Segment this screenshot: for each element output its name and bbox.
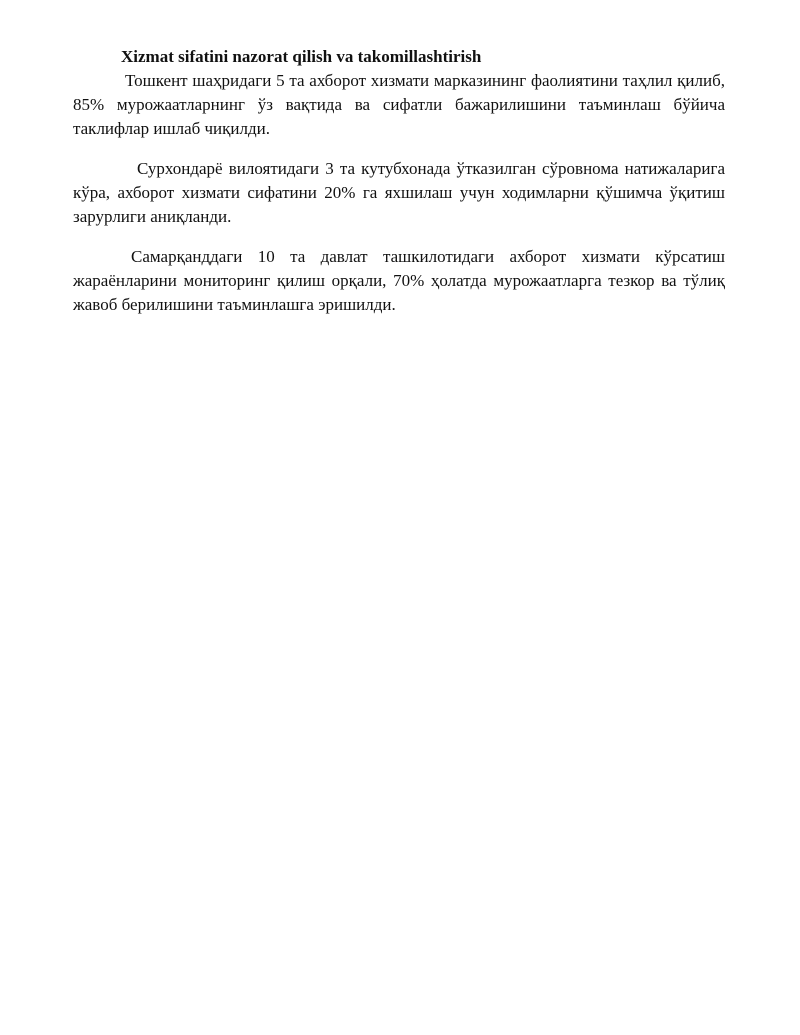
document-body <box>73 45 725 317</box>
paragraph-surkhandarya: Сурхондарё вилоятидаги 3 та кутубхонада ўтказилган сўровнома натижаларига кўра, ахборот хизмати сифатини 20% га яхшилаш учун ходимларни қўшимча ўқитиш зарурлиги аниқланди. <box>73 159 725 226</box>
paragraph-samarkand: Самарқанддаги 10 та давлат ташкилотидаги ахборот хизмати кўрсатиш жараёнларини мониторинг қилиш орқали, 70% ҳолатда мурожаатларга тезкор ва тўлиқ жавоб берилишини таъминлашга эришилди. <box>73 247 725 314</box>
section-heading: Xizmat sifatini nazorat qilish va takomillashtirish <box>121 47 482 66</box>
paragraph-tashkent: Тошкент шаҳридаги 5 та ахборот хизмати марказининг фаолиятини таҳлил қилиб, 85% мурожаатларнинг ўз вақтида ва сифатли бажарилишини таъминлаш бўйича таклифлар ишлаб чиқилди. <box>73 71 725 138</box>
